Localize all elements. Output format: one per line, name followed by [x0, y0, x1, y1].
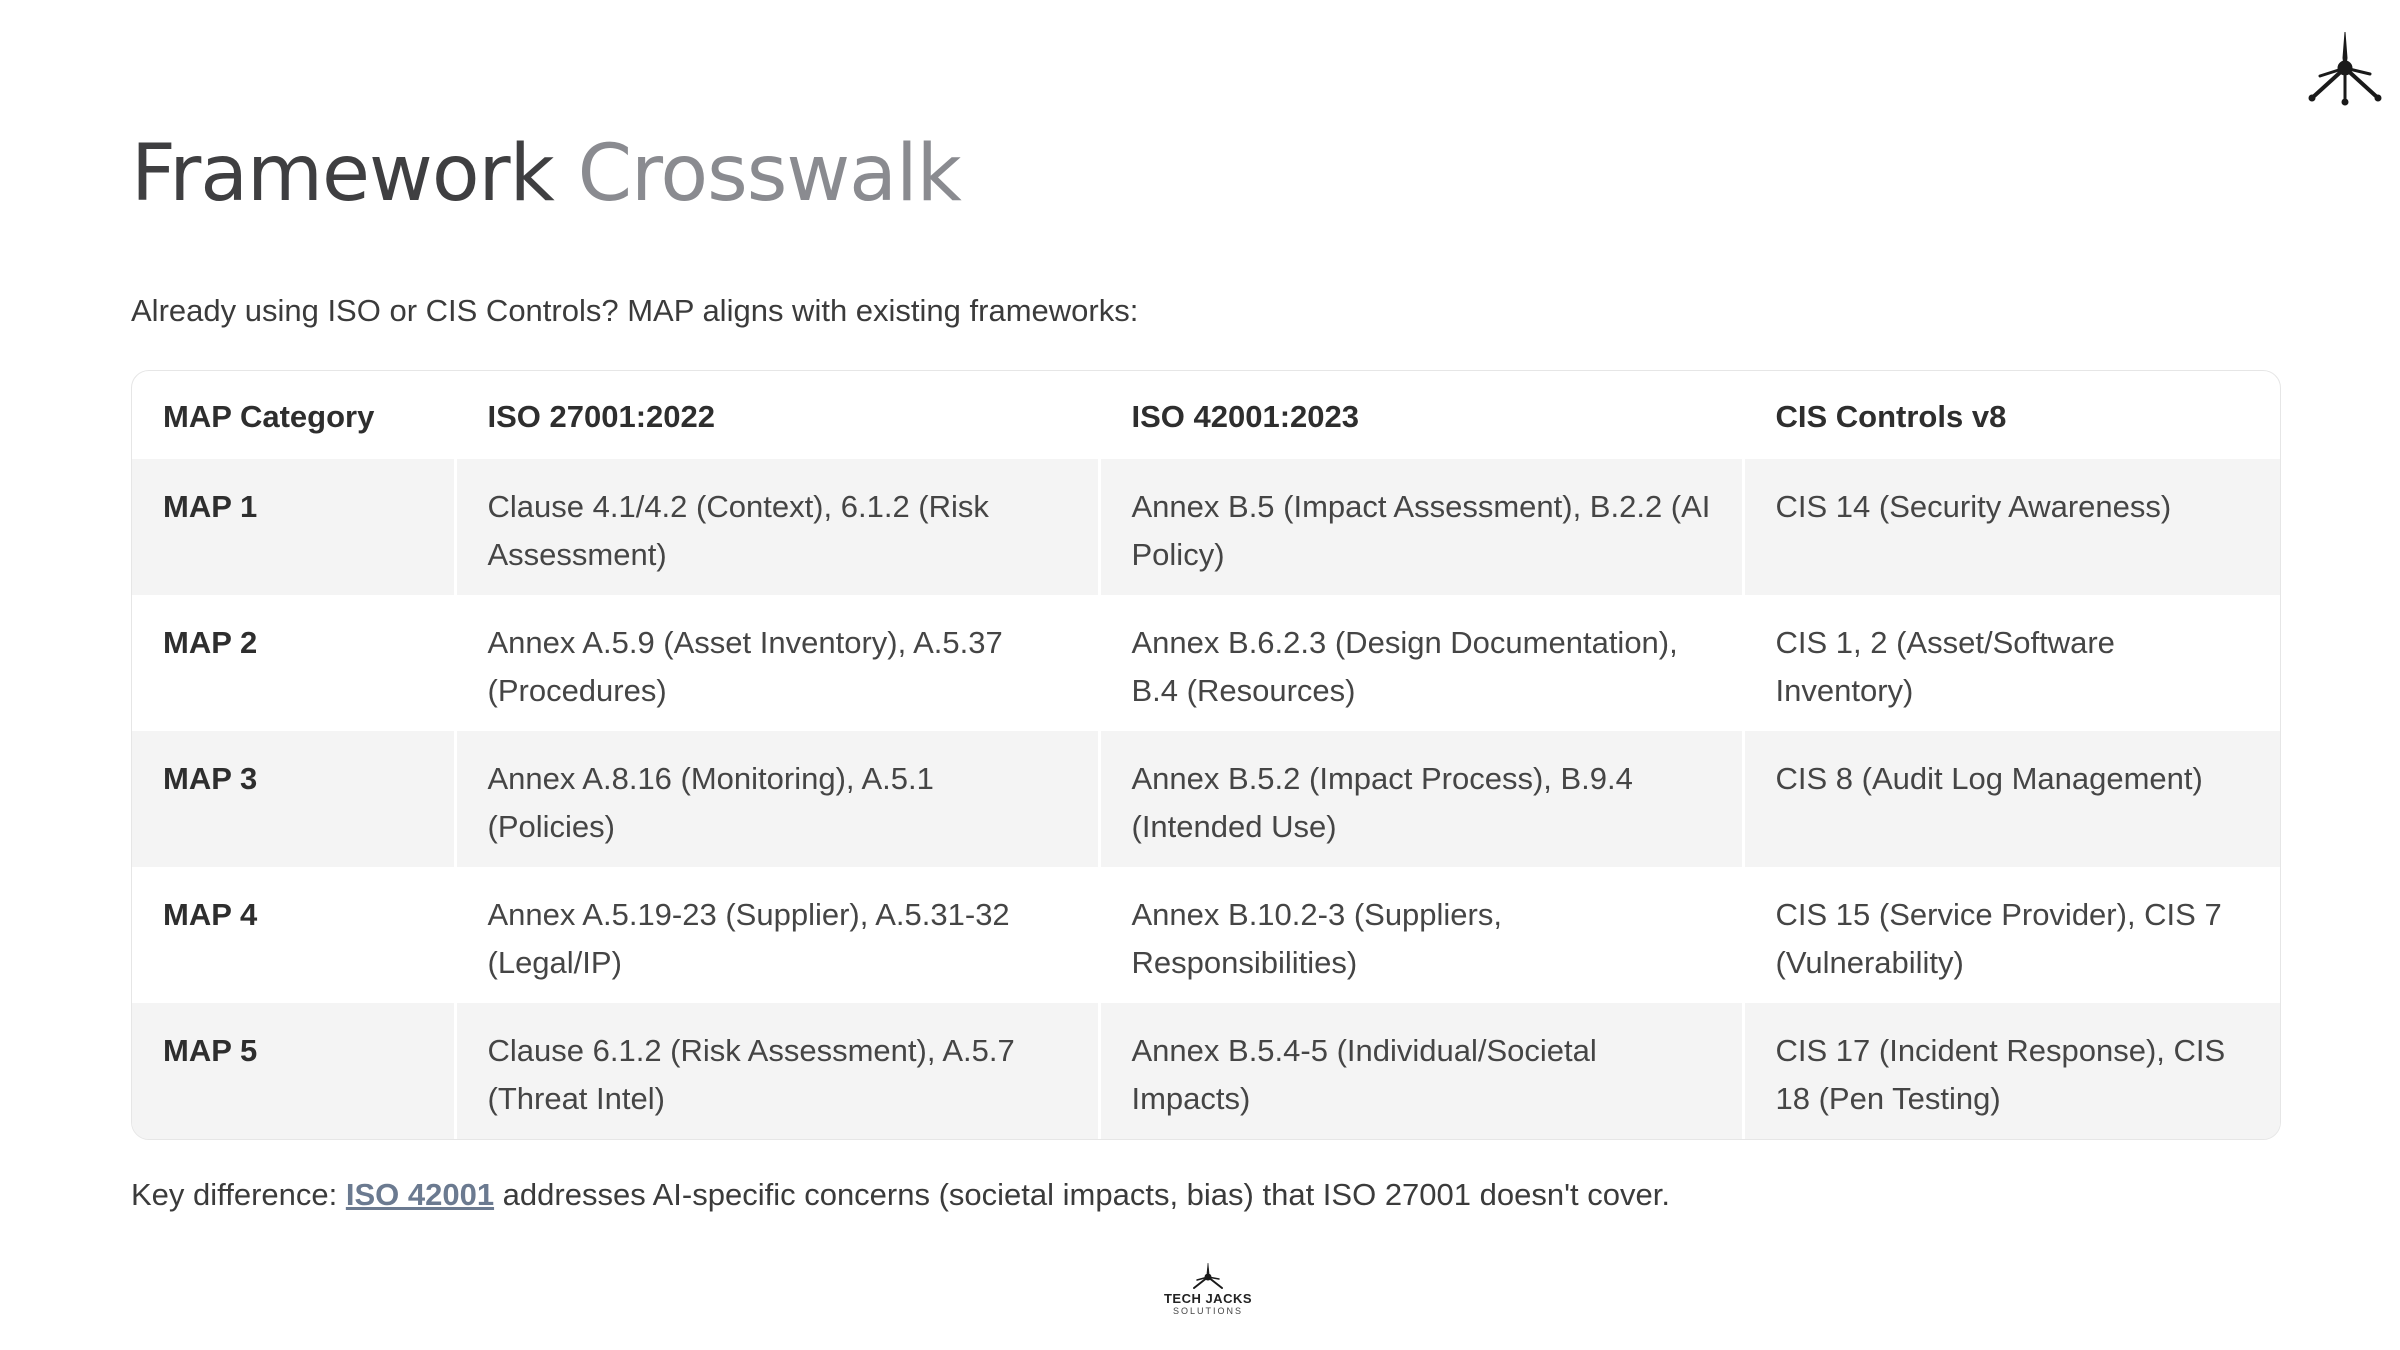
- crosswalk-table-container: [131, 370, 2281, 1140]
- header-map-category: MAP Category: [163, 399, 375, 434]
- table-cell: MAP 4: [132, 867, 455, 1003]
- table-cell: CIS 15 (Service Provider), CIS 7 (Vulnerability): [1743, 867, 2281, 1003]
- header-iso-27001: ISO 27001:2022: [455, 371, 1099, 459]
- title-part-2: Crosswalk: [577, 129, 961, 219]
- table-cell: Annex A.8.16 (Monitoring), A.5.1 (Policies): [455, 731, 1099, 867]
- table-cell: Annex B.5.4-5 (Individual/Societal Impacts): [1099, 1003, 1743, 1139]
- table-cell: Annex B.6.2.3 (Design Documentation), B.4 (Resources): [1099, 595, 1743, 731]
- table-cell: CIS 14 (Security Awareness): [1743, 459, 2281, 595]
- key-difference-note: [131, 1176, 1670, 1213]
- table-cell: Annex A.5.19-23 (Supplier), A.5.31-32 (Legal/IP): [455, 867, 1099, 1003]
- iso-42001-link[interactable]: ISO 42001: [345, 1177, 495, 1212]
- footer-brand-sub: SOLUTIONS: [1172, 1306, 1243, 1316]
- table-cell: Annex A.5.9 (Asset Inventory), A.5.37 (Procedures): [455, 595, 1099, 731]
- table-cell: CIS 17 (Incident Response), CIS 18 (Pen Testing): [1743, 1003, 2281, 1139]
- table-cell: MAP 1: [132, 459, 455, 595]
- star-burst-icon: [1191, 1262, 1225, 1290]
- table-cell: MAP 3: [132, 731, 455, 867]
- table-row: [132, 1003, 2281, 1139]
- note-prefix: Key difference:: [131, 1177, 346, 1212]
- corner-logo-icon: [2308, 28, 2382, 106]
- table-cell: CIS 1, 2 (Asset/Software Inventory): [1743, 595, 2281, 731]
- page-title: [131, 128, 961, 222]
- header-iso-42001: ISO 42001:2023: [1099, 371, 1743, 459]
- title-part-1: Framework: [131, 129, 554, 219]
- footer-brand-name: TECH JACKS: [1163, 1291, 1253, 1306]
- table-header-row: [132, 371, 2281, 459]
- note-suffix: addresses AI-specific concerns (societal impacts, bias) that ISO 27001 doesn't cover.: [494, 1177, 1670, 1212]
- table-cell: Clause 4.1/4.2 (Context), 6.1.2 (Risk Assessment): [455, 459, 1099, 595]
- table-row: [132, 731, 2281, 867]
- table-row: [132, 459, 2281, 595]
- footer-brand-logo: [1148, 1262, 1268, 1322]
- table-row: [132, 867, 2281, 1003]
- table-row: [132, 595, 2281, 731]
- crosswalk-table: [132, 371, 2281, 1139]
- table-cell: Annex B.5.2 (Impact Process), B.9.4 (Intended Use): [1099, 731, 1743, 867]
- table-cell: CIS 8 (Audit Log Management): [1743, 731, 2281, 867]
- table-cell: MAP 5: [132, 1003, 455, 1139]
- table-cell: Clause 6.1.2 (Risk Assessment), A.5.7 (Threat Intel): [455, 1003, 1099, 1139]
- table-cell: MAP 2: [132, 595, 455, 731]
- header-cis-controls: CIS Controls v8: [1743, 371, 2281, 459]
- intro-text: Already using ISO or CIS Controls? MAP aligns with existing frameworks:: [131, 293, 1139, 328]
- table-cell: Annex B.10.2-3 (Suppliers, Responsibilities): [1099, 867, 1743, 1003]
- table-cell: Annex B.5 (Impact Assessment), B.2.2 (AI Policy): [1099, 459, 1743, 595]
